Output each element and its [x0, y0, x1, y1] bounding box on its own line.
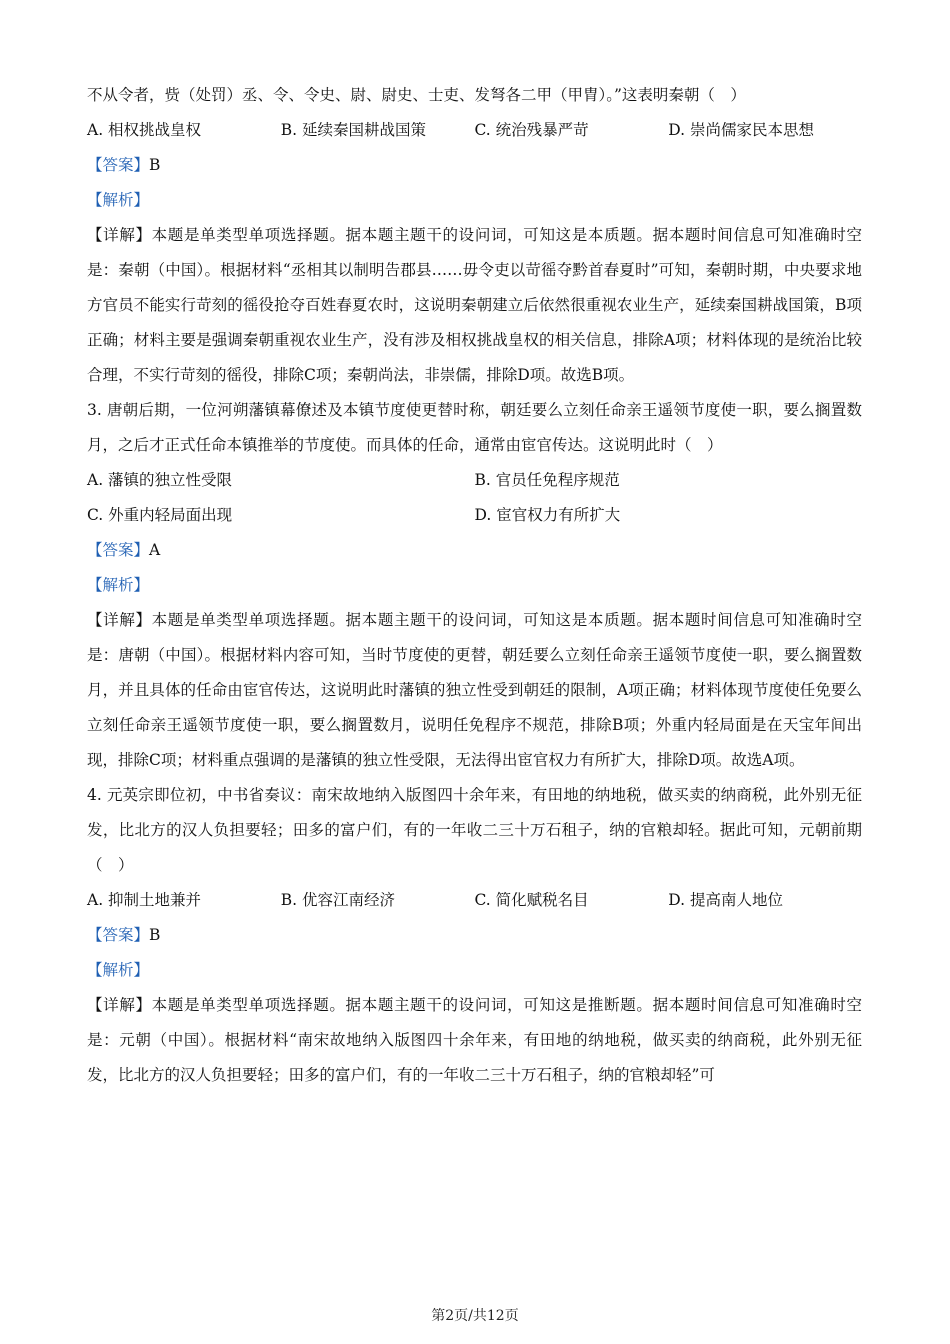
q2-option-d: D. 崇尚儒家民本思想	[668, 121, 814, 139]
analysis-tag: 【解析】	[87, 961, 150, 979]
answer-tag: 【答案】	[87, 156, 150, 174]
q4-options	[87, 883, 862, 918]
analysis-tag: 【解析】	[87, 576, 150, 594]
q2-option-c: C. 统治残暴严苛	[474, 121, 589, 139]
detail-text: 本题是单类型单项选择题。据本题主题干的设问词，可知这是推断题。据本题时间信息可知准确时空是：元朝（中国）。根据材料“南宋故地纳入版图四十余年来，有田地的纳地税，做买卖的纳商税，此外别无征发，比北方的汉人负担要轻；田多的富户们，有的一年收二三十万石租子，纳的官粮却轻”可	[87, 996, 862, 1084]
page-content	[87, 78, 862, 1093]
q3-option-c: C. 外重内轻局面出现	[87, 506, 233, 524]
q2-option-a: A. 相权挑战皇权	[87, 121, 202, 139]
answer-value: B	[149, 156, 161, 174]
q3-option-d: D. 宦官权力有所扩大	[474, 506, 621, 524]
q2-analysis	[87, 183, 862, 218]
q4-option-c: C. 简化赋税名目	[474, 891, 589, 909]
q4-option-b: B. 优容江南经济	[280, 891, 395, 909]
q4-stem: 4. 元英宗即位初，中书省奏议：南宋故地纳入版图四十余年来，有田地的纳地税，做买卖的纳商税，此外别无征发，比北方的汉人负担要轻；田多的富户们，有的一年收二三十万石租子，纳的官粮却轻。据此可知，元朝前期（ ）	[87, 786, 862, 874]
answer-value: A	[149, 541, 161, 559]
q3-options-row1	[87, 463, 862, 498]
q3-option-a: A. 藩镇的独立性受限	[87, 471, 233, 489]
q4-analysis	[87, 953, 862, 988]
page-footer	[0, 1305, 950, 1325]
page-number: 第2页/共12页	[431, 1308, 519, 1324]
detail-tag: 【详解】	[87, 996, 152, 1014]
detail-text: 本题是单类型单项选择题。据本题主题干的设问词，可知这是本质题。据本题时间信息可知准确时空是：秦朝（中国）。根据材料“丞相其以制明告郡县……毋令吏以苛徭夺黔首春夏时”可知，秦朝时期，中央要求地方官员不能实行苛刻的徭役抢夺百姓春夏农时，这说明秦朝建立后依然很重视农业生产，延续秦国耕战国策，B项正确；材料主要是强调秦朝重视农业生产，没有涉及相权挑战皇权的相关信息，排除A项；材料体现的是统治比较合理，不实行苛刻的徭役，排除C项；秦朝尚法，非崇儒，排除D项。故选B项。	[87, 226, 862, 384]
detail-tag: 【详解】	[87, 611, 152, 629]
answer-tag: 【答案】	[87, 926, 150, 944]
detail-text: 本题是单类型单项选择题。据本题主题干的设问词，可知这是本质题。据本题时间信息可知准确时空是：唐朝（中国）。根据材料内容可知，当时节度使的更替，朝廷要么立刻任命亲王遥领节度使一职，要么搁置数月，并且具体的任命由宦官传达，这说明此时藩镇的独立性受到朝廷的限制，A项正确；材料体现节度使任免要么立刻任命亲王遥领节度使一职，要么搁置数月，说明任免程序不规范，排除B项；外重内轻局面是在天宝年间出现，排除C项；材料重点强调的是藩镇的独立性受限，无法得出宦官权力有所扩大，排除D项。故选A项。	[87, 611, 862, 769]
q2-answer	[87, 148, 862, 183]
q3-stem: 3. 唐朝后期，一位河朔藩镇幕僚述及本镇节度使更替时称，朝廷要么立刻任命亲王遥领节度使一职，要么搁置数月，之后才正式任命本镇推举的节度使。而具体的任命，通常由宦官传达。这说明此时（ ）	[87, 401, 862, 454]
q3-option-b: B. 官员任免程序规范	[474, 471, 620, 489]
q4-answer	[87, 918, 862, 953]
detail-tag: 【详解】	[87, 226, 152, 244]
q2-detail	[87, 218, 862, 393]
analysis-tag: 【解析】	[87, 191, 150, 209]
q2-options	[87, 113, 862, 148]
q2-option-b: B. 延续秦国耕战国策	[280, 121, 426, 139]
q3-options-row2	[87, 498, 862, 533]
q2-stem-tail: 不从令者，赀（处罚）丞、令、令史、尉、尉史、士吏、发弩各二甲（甲胄）。”这表明秦朝（ ）	[87, 86, 746, 104]
answer-value: B	[149, 926, 161, 944]
q3-detail	[87, 603, 862, 778]
answer-tag: 【答案】	[87, 541, 150, 559]
q4-detail	[87, 988, 862, 1093]
q4-option-a: A. 抑制土地兼并	[87, 891, 202, 909]
q3-answer	[87, 533, 862, 568]
q4-option-d: D. 提高南人地位	[668, 891, 783, 909]
q3-analysis	[87, 568, 862, 603]
